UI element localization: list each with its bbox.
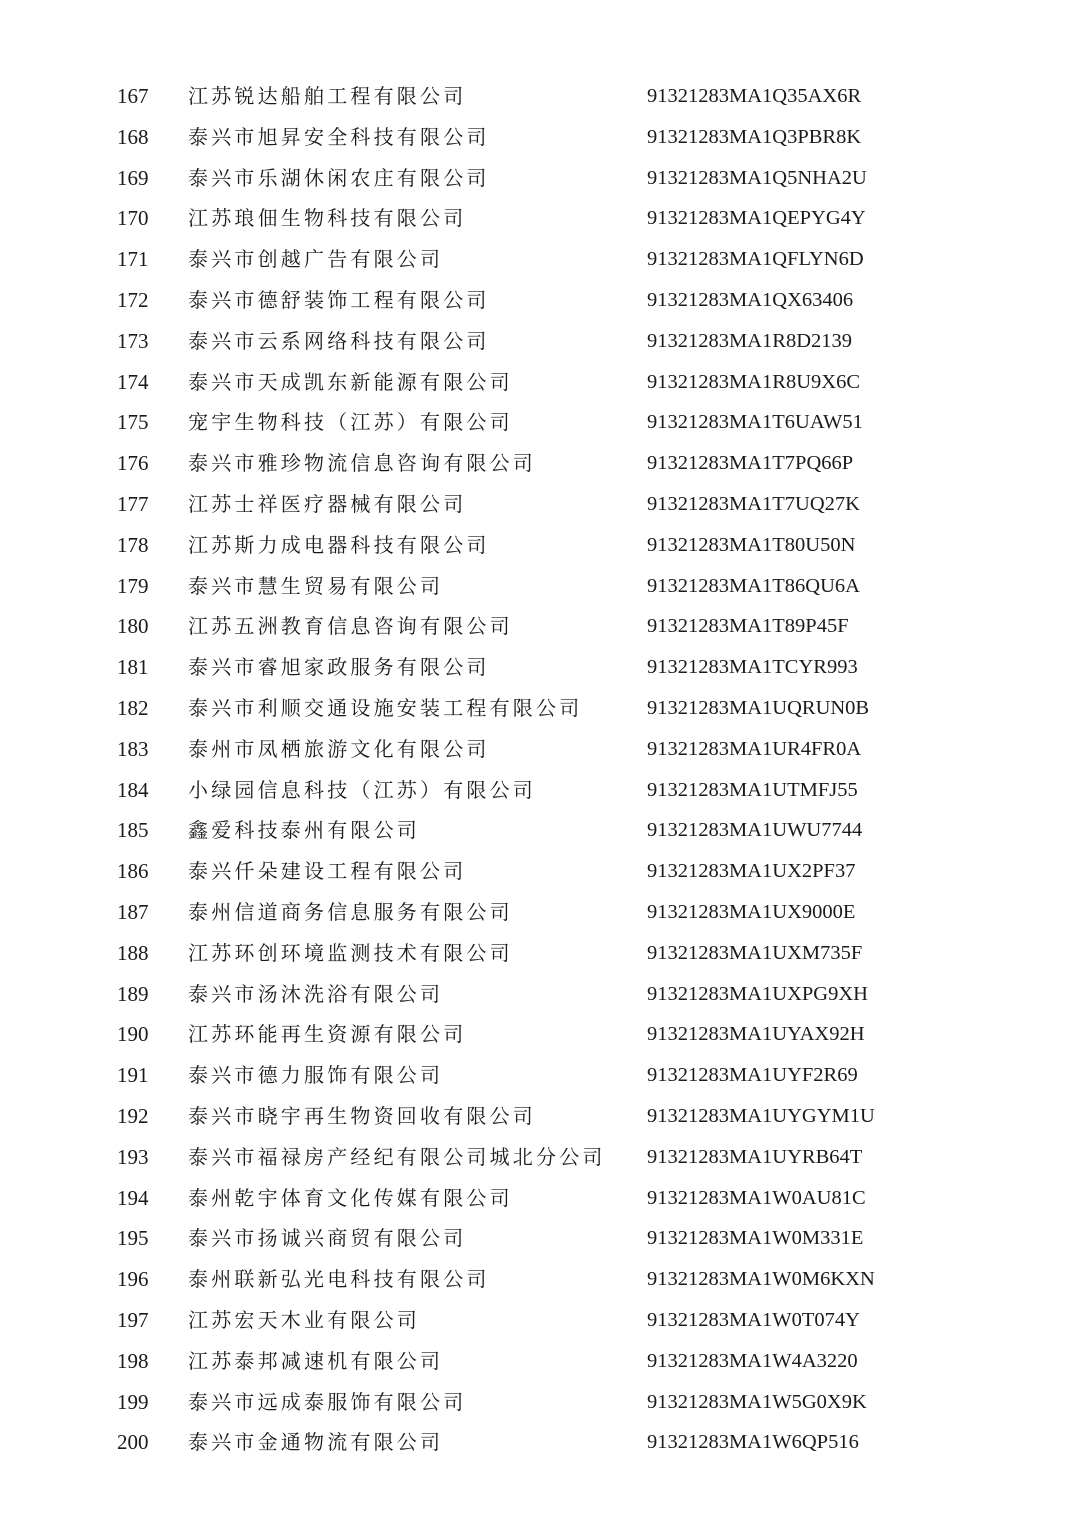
- credit-code: 91321283MA1UXPG9XH: [647, 982, 868, 1005]
- row-number: 187: [117, 899, 149, 924]
- credit-code: 91321283MA1Q35AX6R: [647, 85, 862, 107]
- credit-code: 91321283MA1W4A3220: [647, 1349, 858, 1372]
- credit-code: 91321283MA1T7PQ66P: [647, 452, 854, 475]
- credit-code: 91321283MA1R8D2139: [647, 329, 853, 352]
- list-row: [0, 1096, 1080, 1137]
- credit-code: 91321283MA1UWU7744: [647, 819, 863, 842]
- row-number: 195: [117, 1226, 149, 1251]
- row-number: 199: [117, 1389, 149, 1414]
- credit-code: 91321283MA1Q3PBR8K: [647, 125, 862, 148]
- credit-code: 91321283MA1UQRUN0B: [647, 696, 870, 719]
- company-name: 泰兴市云系网络科技有限公司: [188, 328, 490, 353]
- row-number: 194: [117, 1185, 149, 1210]
- row-number: 186: [117, 859, 149, 884]
- credit-code: 91321283MA1W0T074Y: [647, 1308, 860, 1331]
- company-name: 江苏斯力成电器科技有限公司: [188, 532, 490, 557]
- row-number: 175: [117, 410, 149, 435]
- list-row: [0, 647, 1080, 688]
- list-row: [0, 1422, 1080, 1463]
- list-row: [0, 1218, 1080, 1259]
- credit-code: 91321283MA1T80U50N: [647, 533, 856, 556]
- row-number: 176: [117, 451, 149, 476]
- row-number: 177: [117, 491, 149, 516]
- list-row: [0, 402, 1080, 443]
- credit-code: 91321283MA1UR4FR0A: [647, 737, 862, 760]
- list-row: [0, 1137, 1080, 1178]
- list-row: [0, 280, 1080, 321]
- company-name: 江苏锐达船舶工程有限公司: [188, 84, 467, 108]
- company-name: 江苏环能再生资源有限公司: [188, 1022, 467, 1047]
- company-name: 泰兴仟朵建设工程有限公司: [188, 859, 467, 884]
- credit-code: 91321283MA1QFLYN6D: [647, 248, 864, 271]
- credit-code: 91321283MA1T7UQ27K: [647, 492, 860, 515]
- credit-code: 91321283MA1W5G0X9K: [647, 1390, 867, 1413]
- company-name: 小绿园信息科技（江苏）有限公司: [188, 777, 536, 802]
- list-row: [0, 810, 1080, 851]
- credit-code: 91321283MA1QEPYG4Y: [647, 207, 866, 230]
- company-name: 泰兴市扬诚兴商贸有限公司: [188, 1226, 467, 1251]
- row-number: 196: [117, 1267, 149, 1292]
- company-name: 泰兴市慧生贸易有限公司: [188, 573, 444, 598]
- row-number: 170: [117, 206, 149, 231]
- row-number: 169: [117, 165, 149, 190]
- row-number: 198: [117, 1348, 149, 1373]
- company-name: 泰州市凤栖旅游文化有限公司: [188, 736, 490, 761]
- company-name: 泰兴市乐湖休闲农庄有限公司: [188, 165, 490, 190]
- row-number: 182: [117, 695, 149, 720]
- list-row: [0, 1014, 1080, 1055]
- row-number: 167: [117, 84, 149, 108]
- credit-code: 91321283MA1UX2PF37: [647, 860, 856, 883]
- row-number: 172: [117, 287, 149, 312]
- company-name: 泰兴市福禄房产经纪有限公司城北分公司: [188, 1144, 606, 1169]
- credit-code: 91321283MA1T6UAW51: [647, 411, 863, 434]
- company-name: 泰兴市晓宇再生物资回收有限公司: [188, 1103, 536, 1128]
- credit-code: 91321283MA1W6QP516: [647, 1431, 859, 1454]
- list-row: [0, 525, 1080, 566]
- credit-code: 91321283MA1Q5NHA2U: [647, 166, 867, 189]
- company-name: 泰兴市雅珍物流信息咨询有限公司: [188, 451, 536, 476]
- row-number: 180: [117, 614, 149, 639]
- credit-code: 91321283MA1TCYR993: [647, 656, 858, 679]
- company-name: 江苏环创环境监测技术有限公司: [188, 940, 513, 965]
- row-number: 183: [117, 736, 149, 761]
- credit-code: 91321283MA1T89P45F: [647, 615, 849, 638]
- row-number: 171: [117, 247, 149, 272]
- company-name: 鑫爱科技泰州有限公司: [188, 818, 420, 843]
- company-name: 宠宇生物科技（江苏）有限公司: [188, 410, 513, 435]
- row-number: 181: [117, 655, 149, 680]
- credit-code: 91321283MA1UYGYM1U: [647, 1104, 875, 1127]
- credit-code: 91321283MA1UYAX92H: [647, 1023, 865, 1046]
- credit-code: 91321283MA1UYRB64T: [647, 1145, 863, 1168]
- company-name: 泰兴市创越广告有限公司: [188, 247, 444, 272]
- list-row: [0, 892, 1080, 933]
- list-row: [0, 76, 1080, 117]
- credit-code: 91321283MA1UYF2R69: [647, 1064, 858, 1087]
- credit-code: 91321283MA1UX9000E: [647, 900, 856, 923]
- company-name: 泰州信道商务信息服务有限公司: [188, 899, 513, 924]
- list-row: [0, 729, 1080, 770]
- row-number: 191: [117, 1063, 149, 1088]
- list-row: [0, 1300, 1080, 1341]
- company-name: 泰兴市旭昇安全科技有限公司: [188, 124, 490, 149]
- row-number: 193: [117, 1144, 149, 1169]
- company-name: 江苏五洲教育信息咨询有限公司: [188, 614, 513, 639]
- company-name: 江苏宏天木业有限公司: [188, 1307, 420, 1332]
- row-number: 188: [117, 940, 149, 965]
- row-number: 197: [117, 1307, 149, 1332]
- credit-code: 91321283MA1T86QU6A: [647, 574, 860, 597]
- credit-code: 91321283MA1W0AU81C: [647, 1186, 866, 1209]
- credit-code: 91321283MA1QX63406: [647, 288, 854, 311]
- list-row: [0, 688, 1080, 729]
- row-number: 184: [117, 777, 149, 802]
- row-number: 185: [117, 818, 149, 843]
- row-number: 178: [117, 532, 149, 557]
- list-row: [0, 1382, 1080, 1423]
- list-row: [0, 566, 1080, 607]
- list-row: [0, 158, 1080, 199]
- list-row: [0, 1341, 1080, 1382]
- credit-code: 91321283MA1UTMFJ55: [647, 778, 858, 801]
- company-name: 泰兴市睿旭家政服务有限公司: [188, 655, 490, 680]
- company-name: 泰兴市德舒装饰工程有限公司: [188, 287, 490, 312]
- list-row: [0, 933, 1080, 974]
- company-name: 泰兴市天成凯东新能源有限公司: [188, 369, 513, 394]
- company-name: 泰兴市汤沐洗浴有限公司: [188, 981, 444, 1006]
- credit-code: 91321283MA1UXM735F: [647, 941, 863, 964]
- list-row: [0, 117, 1080, 158]
- list-row: [0, 1055, 1080, 1096]
- company-name: 江苏士祥医疗器械有限公司: [188, 491, 467, 516]
- company-name: 泰州乾宇体育文化传媒有限公司: [188, 1185, 513, 1210]
- row-number: 173: [117, 328, 149, 353]
- credit-code: 91321283MA1R8U9X6C: [647, 370, 860, 393]
- list-row: [0, 198, 1080, 239]
- company-name: 泰州联新弘光电科技有限公司: [188, 1267, 490, 1292]
- company-name: 泰兴市利顺交通设施安装工程有限公司: [188, 695, 583, 720]
- list-row: [0, 770, 1080, 811]
- list-row: [0, 239, 1080, 280]
- list-row: [0, 606, 1080, 647]
- company-name: 泰兴市远成泰服饰有限公司: [188, 1389, 467, 1414]
- row-number: 168: [117, 124, 149, 149]
- row-number: 189: [117, 981, 149, 1006]
- company-name: 江苏泰邦减速机有限公司: [188, 1348, 444, 1373]
- list-row: [0, 974, 1080, 1015]
- company-name: 江苏琅佃生物科技有限公司: [188, 206, 467, 231]
- list-row: [0, 1259, 1080, 1300]
- row-number: 200: [117, 1430, 149, 1455]
- row-number: 190: [117, 1022, 149, 1047]
- row-number: 192: [117, 1103, 149, 1128]
- company-name: 泰兴市德力服饰有限公司: [188, 1063, 444, 1088]
- list-row: [0, 484, 1080, 525]
- list-row: [0, 321, 1080, 362]
- row-number: 174: [117, 369, 149, 394]
- company-list: [0, 76, 1080, 1463]
- list-row: [0, 443, 1080, 484]
- list-row: [0, 851, 1080, 892]
- credit-code: 91321283MA1W0M331E: [647, 1227, 864, 1250]
- list-row: [0, 362, 1080, 403]
- company-name: 泰兴市金通物流有限公司: [188, 1430, 444, 1455]
- list-row: [0, 1178, 1080, 1219]
- row-number: 179: [117, 573, 149, 598]
- credit-code: 91321283MA1W0M6KXN: [647, 1268, 875, 1291]
